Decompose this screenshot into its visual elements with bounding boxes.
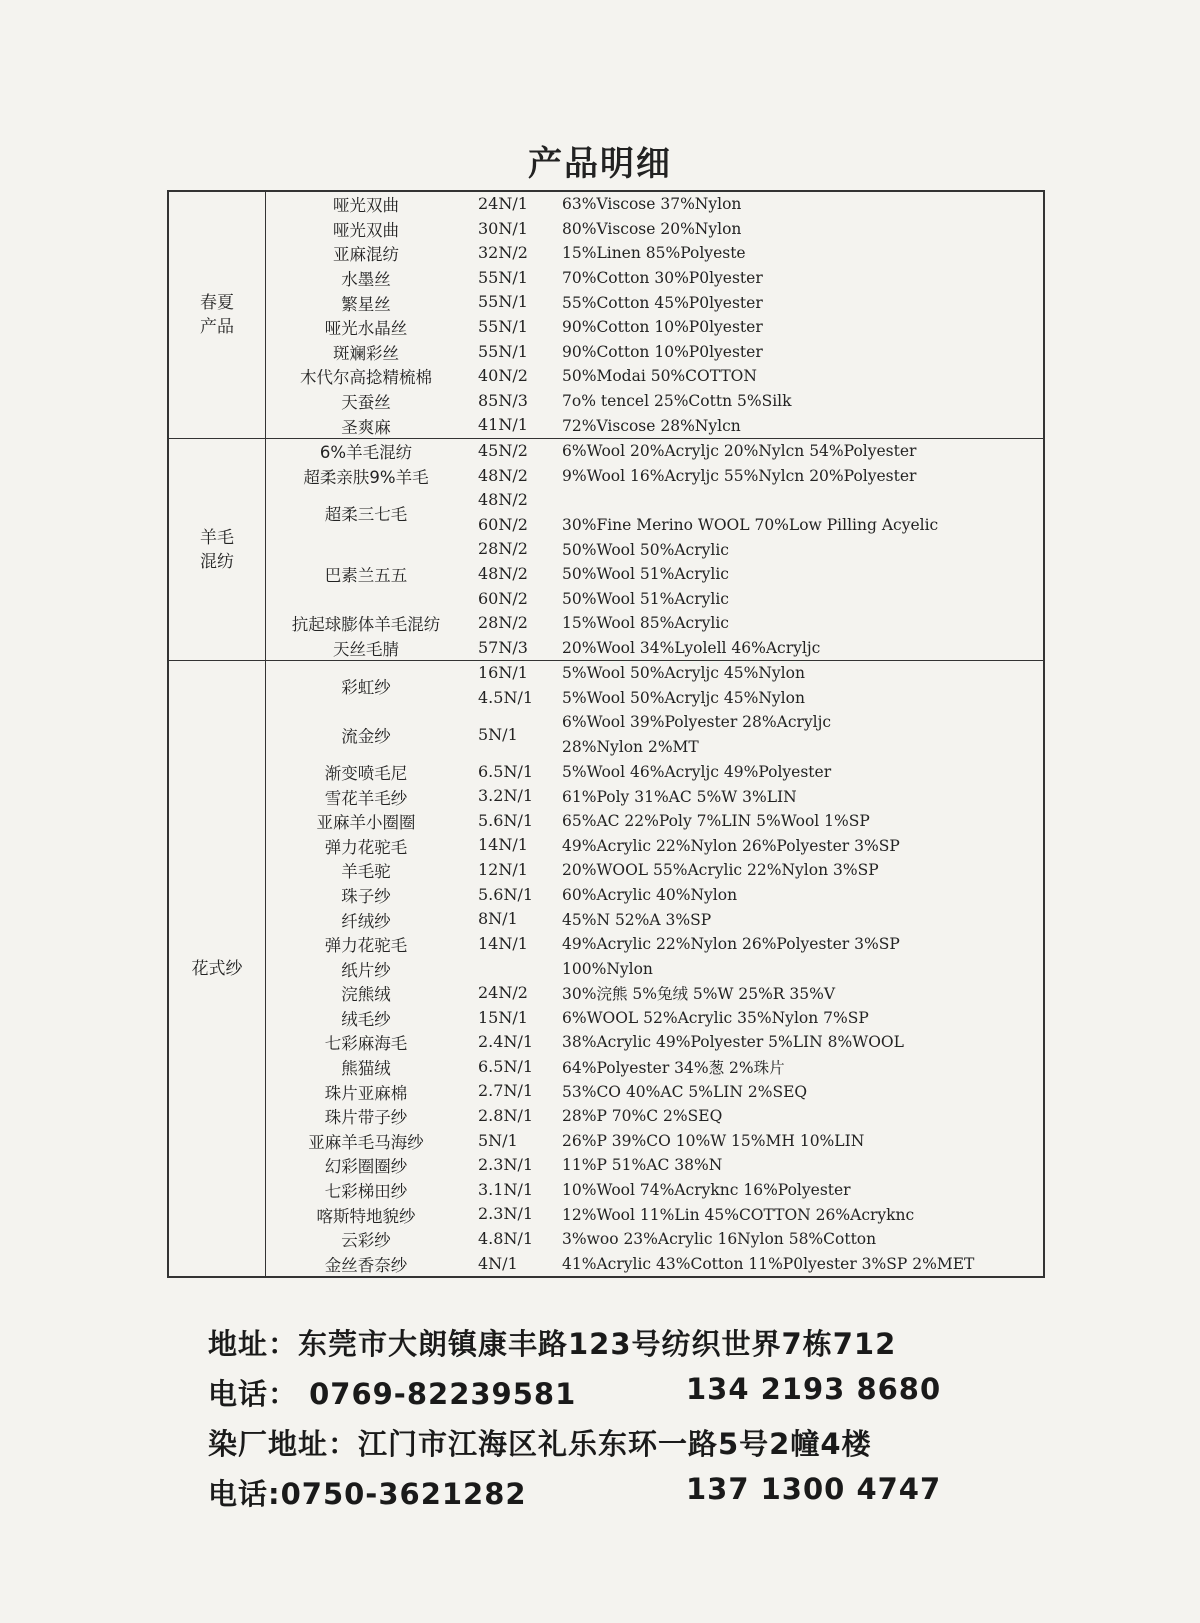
yarn-count: 41N/1 xyxy=(478,415,528,435)
product-name: 超柔三七毛 xyxy=(324,504,408,524)
yarn-count: 3.2N/1 xyxy=(478,786,534,806)
product-name: 金丝香奈纱 xyxy=(324,1255,408,1275)
table-row xyxy=(266,1153,1043,1178)
dye-factory-address-line xyxy=(208,1422,941,1472)
table-row xyxy=(266,907,1043,932)
composition: 6%Wool 20%Acryljc 20%Nylcn 54%Polyester xyxy=(562,442,917,461)
table-row xyxy=(266,932,1043,957)
table-row xyxy=(266,1030,1043,1055)
product-name: 雪花羊毛纱 xyxy=(324,788,408,808)
table-row xyxy=(266,1079,1043,1104)
composition: 55%Cotton 45%P0lyester xyxy=(562,293,763,312)
table-row xyxy=(266,858,1043,883)
table-row xyxy=(266,710,1043,759)
yarn-count: 8N/1 xyxy=(478,909,518,929)
table-row xyxy=(266,290,1043,315)
table-row xyxy=(266,1129,1043,1154)
table-row xyxy=(266,192,1043,217)
yarn-count: 2.7N/1 xyxy=(478,1081,534,1101)
composition: 3%woo 23%Acrylic 16Nylon 58%Cotton xyxy=(562,1230,877,1249)
yarn-count: 55N/1 xyxy=(478,292,528,312)
product-name: 流金纱 xyxy=(341,727,391,747)
composition: 7o% tencel 25%Cottn 5%Silk xyxy=(562,392,792,411)
phone-text: 电话： 0769-82239581 xyxy=(208,1377,577,1411)
address-text: 地址：东莞市大朗镇康丰路123号纺织世界7栋712 xyxy=(208,1327,897,1361)
yarn-count: 32N/2 xyxy=(478,243,528,263)
table-row xyxy=(266,537,1043,562)
table-row xyxy=(266,389,1043,414)
yarn-count: 48N/2 xyxy=(478,563,528,583)
phone-line-1 xyxy=(208,1372,941,1422)
table-row xyxy=(266,636,1043,661)
product-name: 珠片亚麻棉 xyxy=(324,1083,408,1103)
product-name: 繁星丝 xyxy=(341,294,391,314)
table-row xyxy=(266,1104,1043,1129)
table-row xyxy=(266,464,1043,489)
table-row xyxy=(266,611,1043,636)
composition: 50%Wool 50%Acrylic xyxy=(562,540,729,559)
product-name: 云彩纱 xyxy=(341,1231,391,1251)
table-row xyxy=(266,439,1043,464)
product-name: 亚麻羊小圈圈 xyxy=(316,813,416,833)
table-row xyxy=(266,364,1043,389)
yarn-count: 5N/1 xyxy=(478,1130,518,1150)
composition: 90%Cotton 10%P0lyester xyxy=(562,318,763,337)
table-row xyxy=(266,562,1043,587)
product-name: 天蚕丝 xyxy=(341,393,391,413)
table-row xyxy=(266,956,1043,981)
product-name: 哑光双曲 xyxy=(333,220,399,240)
yarn-count: 4.8N/1 xyxy=(478,1228,534,1248)
yarn-count: 24N/1 xyxy=(478,194,528,213)
yarn-count: 55N/1 xyxy=(478,267,528,287)
composition: 49%Acrylic 22%Nylon 26%Polyester 3%SP xyxy=(562,836,900,855)
yarn-count: 45N/2 xyxy=(478,440,528,460)
product-name: 七彩梯田纱 xyxy=(324,1182,408,1202)
group-label: 春夏 产品 xyxy=(169,192,266,438)
composition: 45%N 52%A 3%SP xyxy=(562,910,712,929)
composition: 80%Viscose 20%Nylon xyxy=(562,219,742,238)
composition: 28%P 70%C 2%SEQ xyxy=(562,1107,723,1126)
product-name: 彩虹纱 xyxy=(341,677,391,697)
yarn-count: 2.3N/1 xyxy=(478,1155,534,1175)
product-name: 纤绒纱 xyxy=(341,911,391,931)
table-row xyxy=(266,413,1043,438)
product-name: 珠片带子纱 xyxy=(324,1108,408,1128)
product-name: 抗起球膨体羊毛混纺 xyxy=(291,615,441,635)
composition: 9%Wool 16%Acryljc 55%Nylcn 20%Polyester xyxy=(562,466,917,485)
yarn-count: 5.6N/1 xyxy=(478,884,534,904)
yarn-count: 3.1N/1 xyxy=(478,1179,534,1199)
table-row xyxy=(266,587,1043,612)
product-name: 亚麻混纺 xyxy=(333,245,399,265)
composition: 20%WOOL 55%Acrylic 22%Nylon 3%SP xyxy=(562,861,879,880)
composition: 38%Acrylic 49%Polyester 5%LIN 8%WOOL xyxy=(562,1033,904,1052)
yarn-count: 30N/1 xyxy=(478,218,528,238)
yarn-count: 48N/2 60N/2 xyxy=(478,490,528,534)
yarn-count: 48N/2 xyxy=(478,465,528,485)
yarn-count: 16N/1 4.5N/1 xyxy=(478,663,534,707)
table-row xyxy=(266,1055,1043,1080)
contact-info xyxy=(208,1322,941,1522)
table-row xyxy=(266,241,1043,266)
yarn-count: 55N/1 xyxy=(478,341,528,361)
product-name: 七彩麻海毛 xyxy=(324,1034,408,1054)
composition: 41%Acrylic 43%Cotton 11%P0lyester 3%SP 2%MET xyxy=(562,1254,975,1273)
composition: 6%WOOL 52%Acrylic 35%Nylon 7%SP xyxy=(562,1008,869,1027)
composition: 63%Viscose 37%Nylon xyxy=(562,195,742,214)
yarn-count: 55N/1 xyxy=(478,316,528,336)
product-name: 木代尔高捻精梳棉 xyxy=(300,368,432,388)
product-name: 圣爽麻 xyxy=(341,417,391,437)
product-name: 喀斯特地貌纱 xyxy=(316,1206,416,1226)
product-table xyxy=(167,190,1045,1278)
composition: 65%AC 22%Poly 7%LIN 5%Wool 1%SP xyxy=(562,812,870,831)
table-row xyxy=(266,217,1043,242)
table-row xyxy=(266,1178,1043,1203)
mobile-text: 134 2193 8680 xyxy=(686,1372,942,1406)
product-name: 纸片纱 xyxy=(341,960,391,980)
composition: 26%P 39%CO 10%W 15%MH 10%LIN xyxy=(562,1131,865,1150)
product-name: 浣熊绒 xyxy=(341,985,391,1005)
product-name: 哑光双曲 xyxy=(333,196,399,216)
dye-factory-address-text: 染厂地址：江门市江海区礼乐东环一路5号2幢4楼 xyxy=(208,1427,872,1461)
yarn-count: 28N/2 xyxy=(478,613,528,633)
yarn-count: 2.3N/1 xyxy=(478,1204,534,1224)
table-row xyxy=(266,488,1043,537)
yarn-count: 6.5N/1 xyxy=(478,761,534,781)
table-row xyxy=(266,833,1043,858)
page-title: 产品明细 xyxy=(528,144,672,184)
yarn-count: 5.6N/1 xyxy=(478,810,534,830)
yarn-count: 5N/1 xyxy=(478,724,518,744)
yarn-count: 2.4N/1 xyxy=(478,1032,534,1052)
product-name: 弹力花驼毛 xyxy=(324,837,408,857)
product-group xyxy=(169,660,1043,1276)
yarn-count: 15N/1 xyxy=(478,1007,528,1027)
composition: 5%Wool 50%Acryljc 45%Nylon 5%Wool 50%Acryljc 45%Nylon xyxy=(562,664,805,707)
address-line xyxy=(208,1322,941,1372)
product-name: 超柔亲肤9%羊毛 xyxy=(303,467,429,487)
phone-line-2 xyxy=(208,1472,941,1522)
composition: 70%Cotton 30%P0lyester xyxy=(562,269,763,288)
table-row xyxy=(266,1006,1043,1031)
table-row xyxy=(266,809,1043,834)
table-row xyxy=(266,981,1043,1006)
product-name: 幻彩圈圈纱 xyxy=(324,1157,408,1177)
product-group xyxy=(169,438,1043,660)
composition: 72%Viscose 28%Nylcn xyxy=(562,416,741,435)
composition: 50%Modai 50%COTTON xyxy=(562,367,757,386)
product-name: 珠子纱 xyxy=(341,886,391,906)
composition: 61%Poly 31%AC 5%W 3%LIN xyxy=(562,787,797,806)
composition: 20%Wool 34%Lyolell 46%Acryljc xyxy=(562,638,821,657)
yarn-count: 14N/1 xyxy=(478,835,528,855)
composition: 15%Linen 85%Polyeste xyxy=(562,244,746,263)
composition: 30%浣熊 5%兔绒 5%W 25%R 35%V xyxy=(562,985,836,1004)
composition: 50%Wool 51%Acrylic xyxy=(562,565,729,584)
product-name: 斑斓彩丝 xyxy=(333,343,399,363)
composition: 12%Wool 11%Lin 45%COTTON 26%Acryknc xyxy=(562,1205,915,1224)
product-name: 熊猫绒 xyxy=(341,1059,391,1079)
product-name: 渐变喷毛尼 xyxy=(324,763,408,783)
composition: 90%Cotton 10%P0lyester xyxy=(562,342,763,361)
yarn-count: 24N/2 xyxy=(478,983,528,1002)
composition: 50%Wool 51%Acrylic xyxy=(562,589,729,608)
composition: 11%P 51%AC 38%N xyxy=(562,1156,723,1175)
product-name: 绒毛纱 xyxy=(341,1009,391,1029)
composition: 64%Polyester 34%葱 2%珠片 xyxy=(562,1059,785,1078)
yarn-count: 57N/3 xyxy=(478,637,528,657)
table-row xyxy=(266,784,1043,809)
yarn-count: 4N/1 xyxy=(478,1253,518,1273)
composition: 49%Acrylic 22%Nylon 26%Polyester 3%SP xyxy=(562,935,900,954)
yarn-count: 6.5N/1 xyxy=(478,1056,534,1076)
product-name: 6%羊毛混纺 xyxy=(319,443,413,463)
yarn-count: 12N/1 xyxy=(478,860,528,880)
product-name: 天丝毛腈 xyxy=(333,639,399,659)
mobile-text-2: 137 1300 4747 xyxy=(686,1472,942,1506)
table-row xyxy=(266,661,1043,710)
yarn-count: 14N/1 xyxy=(478,933,528,953)
composition: 60%Acrylic 40%Nylon xyxy=(562,885,738,904)
composition: 53%CO 40%AC 5%LIN 2%SEQ xyxy=(562,1082,808,1101)
product-name: 弹力花驼毛 xyxy=(324,936,408,956)
yarn-count: 2.8N/1 xyxy=(478,1105,534,1125)
table-row xyxy=(266,315,1043,340)
product-name: 亚麻羊毛马海纱 xyxy=(308,1132,424,1152)
composition: 6%Wool 39%Polyester 28%Acryljc 28%Nylon 2%MT xyxy=(562,713,832,757)
table-row xyxy=(266,760,1043,785)
table-row xyxy=(266,1227,1043,1252)
group-label: 羊毛 混纺 xyxy=(169,439,266,660)
table-row xyxy=(266,266,1043,291)
composition: 100%Nylon xyxy=(562,959,653,978)
product-group xyxy=(169,192,1043,438)
product-name: 哑光水晶丝 xyxy=(324,319,408,339)
composition: 15%Wool 85%Acrylic xyxy=(562,614,729,633)
composition: 30%Fine Merino WOOL 70%Low Pilling Acyelic xyxy=(562,515,939,534)
yarn-count: 85N/3 xyxy=(478,390,528,410)
product-name: 水墨丝 xyxy=(341,270,391,290)
product-name: 羊毛驼 xyxy=(341,862,391,882)
group-label: 花式纱 xyxy=(169,661,266,1276)
table-row xyxy=(266,1202,1043,1227)
composition: 10%Wool 74%Acryknc 16%Polyester xyxy=(562,1181,851,1200)
yarn-count: 40N/2 xyxy=(478,366,528,386)
composition: 5%Wool 46%Acryljc 49%Polyester xyxy=(562,762,832,781)
product-name: 巴素兰五五 xyxy=(324,566,408,586)
table-row xyxy=(266,1252,1043,1277)
table-row xyxy=(266,883,1043,908)
yarn-count: 60N/2 xyxy=(478,588,528,608)
phone-text-2: 电话:0750-3621282 xyxy=(208,1477,527,1511)
yarn-count: 28N/2 xyxy=(478,539,528,559)
table-row xyxy=(266,340,1043,365)
